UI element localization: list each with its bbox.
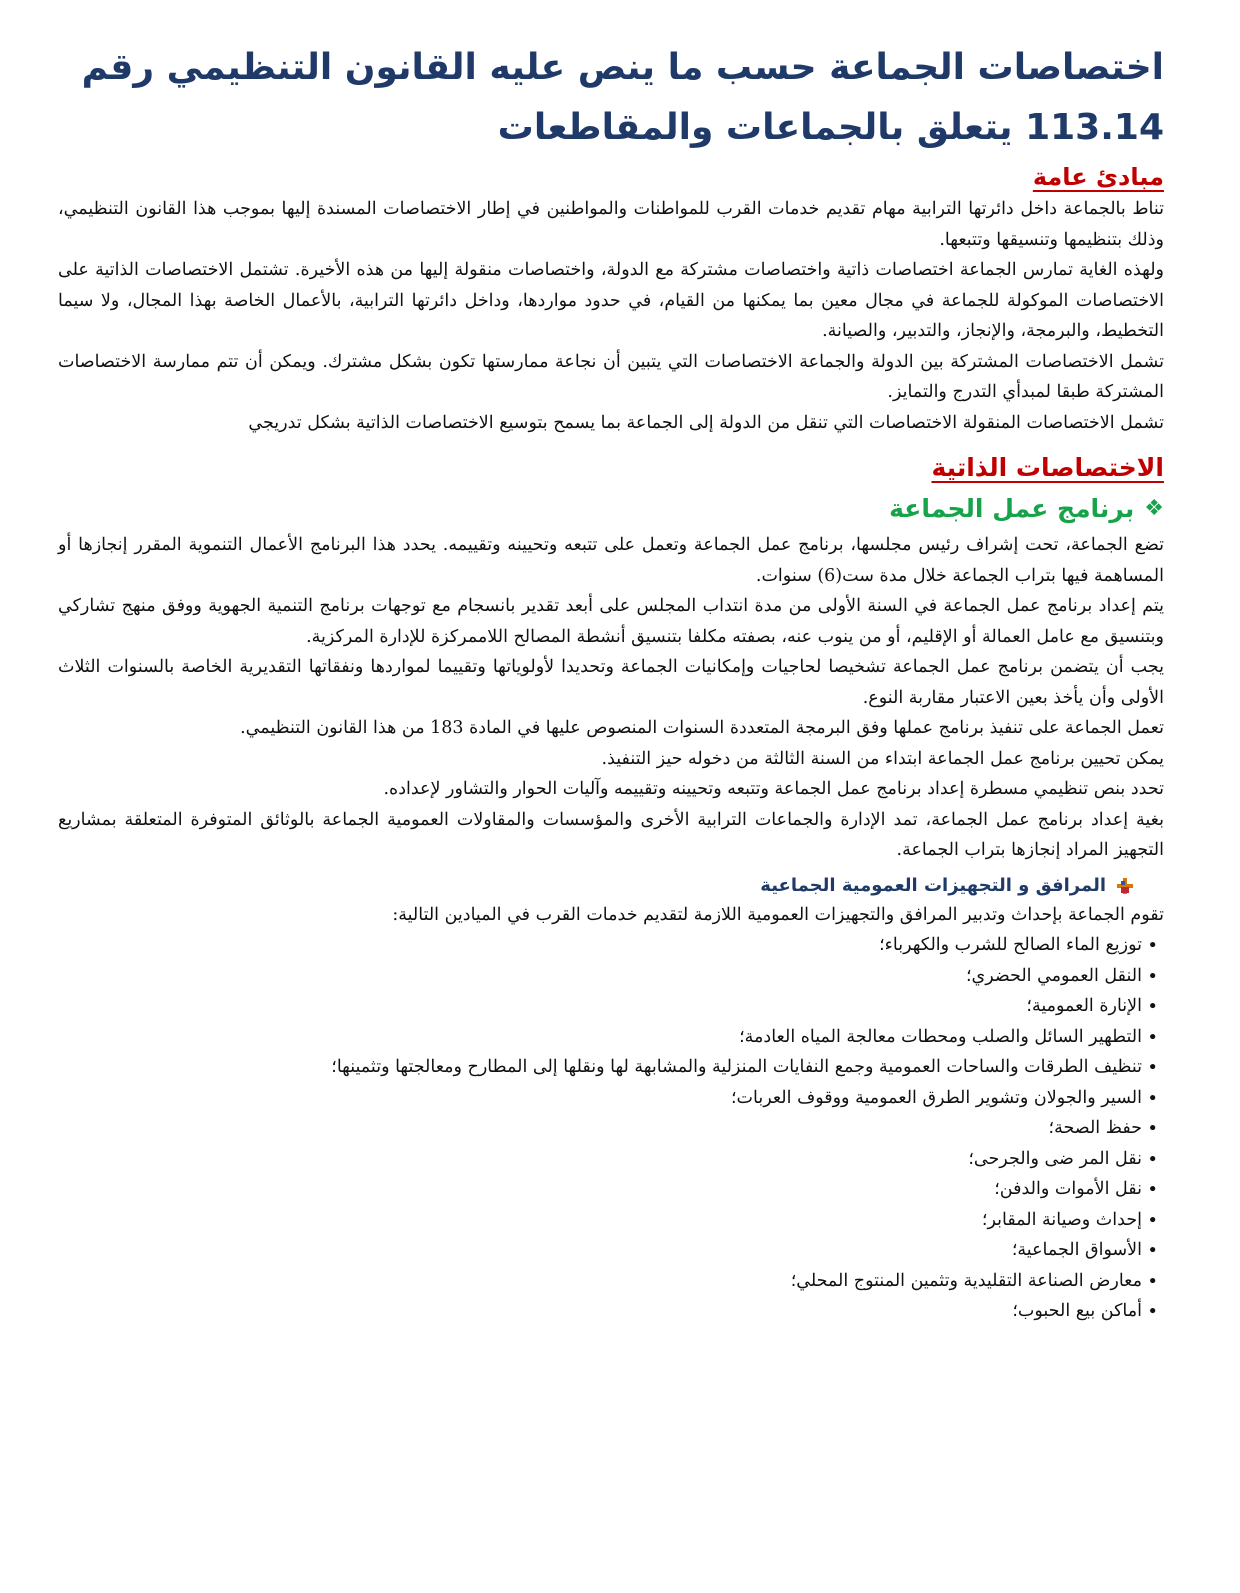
list-item: • الأسواق الجماعية؛	[58, 1235, 1142, 1266]
list-item: • الإنارة العمومية؛	[58, 991, 1142, 1022]
bullet-dot-icon: •	[1147, 1270, 1158, 1292]
general-paragraph: تشمل الاختصاصات المشتركة بين الدولة والجماعة الاختصاصات التي يتبين أن نجاعة ممارستها تكون بشكل مشترك. ويمكن أن تتم ممارسة الاختصاصات المشتركة طبقا لمبدأي التدرج والتمايز.	[58, 351, 1164, 402]
bullet-dot-icon: •	[1147, 1057, 1158, 1078]
bullet-dot-icon: •	[1147, 1209, 1158, 1231]
list-item: • تنظيف الطرقات والساحات العمومية وجمع النفايات المنزلية والمشابهة لها ونقلها إلى المطارح ومعالجتها وتثمينها؛	[58, 1052, 1142, 1083]
list-item: • النقل العمومي الحضري؛	[58, 961, 1142, 992]
list-item: • إحداث وصيانة المقابر؛	[58, 1205, 1142, 1236]
title-line-2: 113.14 يتعلق بالجماعات والمقاطعات	[497, 107, 1164, 148]
program-paragraph: يجب أن يتضمن برنامج عمل الجماعة تشخيصا لحاجيات وإمكانيات الجماعة وتحديدا لأولوياتها وتقييما لمواردها ونفقاتها التقديرية الخاصة بالسنوات الثلاث الأولى وأن يأخذ بعين الاعتبار مقاربة النوع.	[58, 657, 1164, 708]
bullet-dot-icon: •	[1147, 935, 1158, 956]
program-paragraph: تعمل الجماعة على تنفيذ برنامج عملها وفق البرمجة المتعددة السنوات المنصوص عليها في المادة 183 من هذا القانون التنظيمي.	[240, 718, 1164, 738]
general-paragraph: تناط بالجماعة داخل دائرتها الترابية مهام تقديم خدمات القرب للمواطنات والمواطنين في إطار الاختصاصات المسندة إليها بموجب هذا القانون التنظيمي، وذلك بتنظيمها وتنسيقها وتتبعها.	[58, 199, 1164, 250]
title-line-1: اختصاصات الجماعة حسب ما ينص عليه القانون التنظيمي رقم	[81, 47, 1164, 88]
list-item: • نقل الأموات والدفن؛	[58, 1174, 1142, 1205]
program-paragraph: تحدد بنص تنظيمي مسطرة إعداد برنامج عمل الجماعة وتتبعه وتحيينه وتقييمه وآليات الحوار والتشاور لإعداده.	[383, 779, 1164, 799]
own-competences-heading: الاختصاصات الذاتية	[931, 453, 1164, 482]
emblem-bullet-icon	[1116, 877, 1134, 895]
list-item: • حفظ الصحة؛	[58, 1113, 1142, 1144]
list-item: • معارض الصناعة التقليدية وتثمين المنتوج المحلي؛	[58, 1266, 1142, 1297]
bullet-dot-icon: •	[1147, 1179, 1158, 1200]
list-item: • توزيع الماء الصالح للشرب والكهرباء؛	[58, 930, 1142, 961]
general-paragraph: تشمل الاختصاصات المنقولة الاختصاصات التي تنقل من الدولة إلى الجماعة بما يسمح بتوسيع الاختصاصات الذاتية بشكل تدريجي	[248, 412, 1164, 433]
program-paragraph: يتم إعداد برنامج عمل الجماعة في السنة الأولى من مدة انتداب المجلس على أبعد تقدير بانسجام مع توجهات برنامج التنمية الجهوية ووفق منهج تشاركي وبتنسيق مع عامل العمالة أو الإقليم، أو من ينوب عنه، بصفته مكلفا بتنسيق أنشطة المصالح اللاممركزة للإدارة المركزية.	[58, 596, 1164, 647]
general-paragraph: ولهذه الغاية تمارس الجماعة اختصاصات ذاتية واختصاصات مشتركة مع الدولة، واختصاصات منقولة إليها من هذه الأخيرة. تشتمل الاختصاصات الذاتية على الاختصاصات الموكولة للجماعة في مجال معين بما يمكنها من القيام، في حدود مواردها، وداخل دائرتها الترابية، بالأعمال الخاصة بهذا المجال، ولا سيما التخطيط، والبرمجة، والإنجاز، والتدبير، والصيانة.	[58, 260, 1164, 341]
bullet-dot-icon: •	[1147, 1118, 1158, 1139]
program-paragraph: بغية إعداد برنامج عمل الجماعة، تمد الإدارة والجماعات الترابية الأخرى والمؤسسات والمقاولات العمومية الجماعة بالوثائق المتوفرة المتعلقة بمشاريع التجهيز المراد إنجازها بتراب الجماعة.	[58, 809, 1164, 860]
program-heading: ❖ برنامج عمل الجماعة	[889, 494, 1164, 523]
list-item: • السير والجولان وتشوير الطرق العمومية ووقوف العربات؛	[58, 1083, 1142, 1114]
facilities-intro: تقوم الجماعة بإحداث وتدبير المرافق والتجهيزات العمومية اللازمة لتقديم خدمات القرب في الميادين التالية:	[392, 904, 1164, 925]
facilities-list	[58, 930, 1164, 1327]
bullet-dot-icon: •	[1147, 1087, 1158, 1109]
bullet-dot-icon: •	[1147, 1301, 1158, 1322]
diamond-bullet-icon: ❖	[1144, 496, 1164, 521]
program-section	[58, 530, 1164, 866]
bullet-dot-icon: •	[1147, 1240, 1158, 1261]
facilities-heading: المرافق و التجهيزات العمومية الجماعية	[58, 872, 1164, 900]
document-title	[58, 38, 1164, 158]
list-item: • نقل المر ضى والجرحى؛	[58, 1144, 1142, 1175]
program-paragraph: يمكن تحيين برنامج عمل الجماعة ابتداء من السنة الثالثة من دخوله حيز التنفيذ.	[601, 748, 1164, 769]
general-principles-heading: مبادئ عامة	[1032, 163, 1164, 191]
document-page	[58, 38, 1164, 1327]
general-principles-section	[58, 194, 1164, 438]
bullet-dot-icon: •	[1147, 996, 1158, 1017]
list-item: • التطهير السائل والصلب ومحطات معالجة المياه العادمة؛	[58, 1022, 1142, 1053]
bullet-dot-icon: •	[1147, 1026, 1158, 1048]
list-item: • أماكن بيع الحبوب؛	[58, 1296, 1142, 1327]
program-paragraph: تضع الجماعة، تحت إشراف رئيس مجلسها، برنامج عمل الجماعة وتعمل على تتبعه وتحيينه وتقييمه. يحدد هذا البرنامج الأعمال التنموية المقرر إنجازها أو المساهمة فيها بتراب الجماعة خلال مدة ست(6) سنوات.	[58, 535, 1164, 586]
bullet-dot-icon: •	[1147, 1148, 1158, 1170]
bullet-dot-icon: •	[1147, 965, 1158, 987]
